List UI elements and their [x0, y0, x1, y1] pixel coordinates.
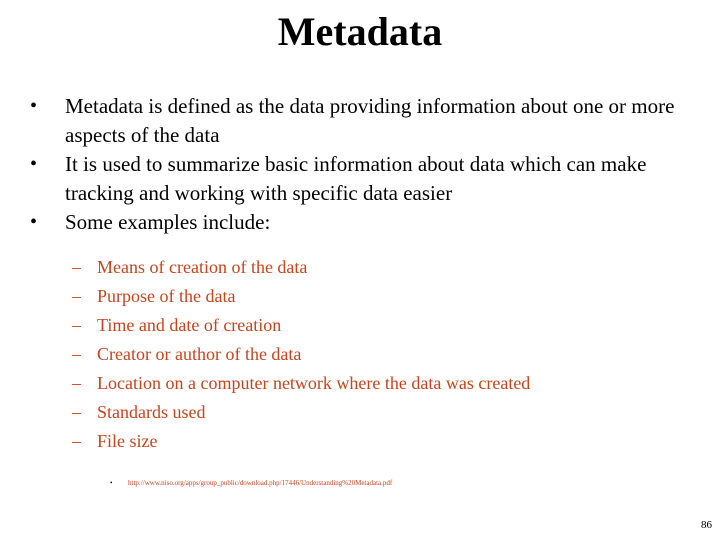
reference-link[interactable]: http://www.niso.org/apps/group_public/download.php/17446/Understanding%20Metadata.pdf — [128, 479, 393, 487]
dash-marker: – — [72, 402, 81, 422]
dash-marker: – — [72, 257, 81, 277]
example-text: Standards used — [97, 402, 206, 422]
dash-marker: – — [72, 286, 81, 306]
example-text: Purpose of the data — [97, 286, 236, 306]
example-text: Time and date of creation — [97, 315, 282, 335]
bullet-marker: • — [30, 95, 38, 117]
dash-marker: – — [72, 373, 81, 393]
bullet-text: Some examples include: — [65, 210, 271, 234]
dash-marker: – — [72, 431, 81, 451]
bullet-text: It is used to summarize basic information about data which can make tracking and working with specific data easier — [65, 152, 647, 205]
example-text: Location on a computer network where the data was created — [97, 373, 531, 393]
page-number: 86 — [701, 519, 712, 531]
slide-title: Metadata — [277, 9, 443, 54]
bullet-text: Metadata is defined as the data providing information about one or more aspects of the data — [65, 94, 675, 147]
bullet-marker: • — [30, 211, 38, 233]
example-item — [0, 427, 720, 456]
example-item — [0, 311, 720, 340]
example-item — [0, 282, 720, 311]
example-text: File size — [97, 431, 158, 451]
example-item — [0, 253, 720, 282]
dash-marker: – — [72, 344, 81, 364]
bullet-marker: • — [30, 153, 38, 175]
example-item — [0, 369, 720, 398]
example-text: Creator or author of the data — [97, 344, 302, 364]
dash-marker: – — [72, 315, 81, 335]
example-text: Means of creation of the data — [97, 257, 308, 277]
reference-marker: • — [110, 479, 113, 487]
example-item — [0, 398, 720, 427]
example-item — [0, 340, 720, 369]
